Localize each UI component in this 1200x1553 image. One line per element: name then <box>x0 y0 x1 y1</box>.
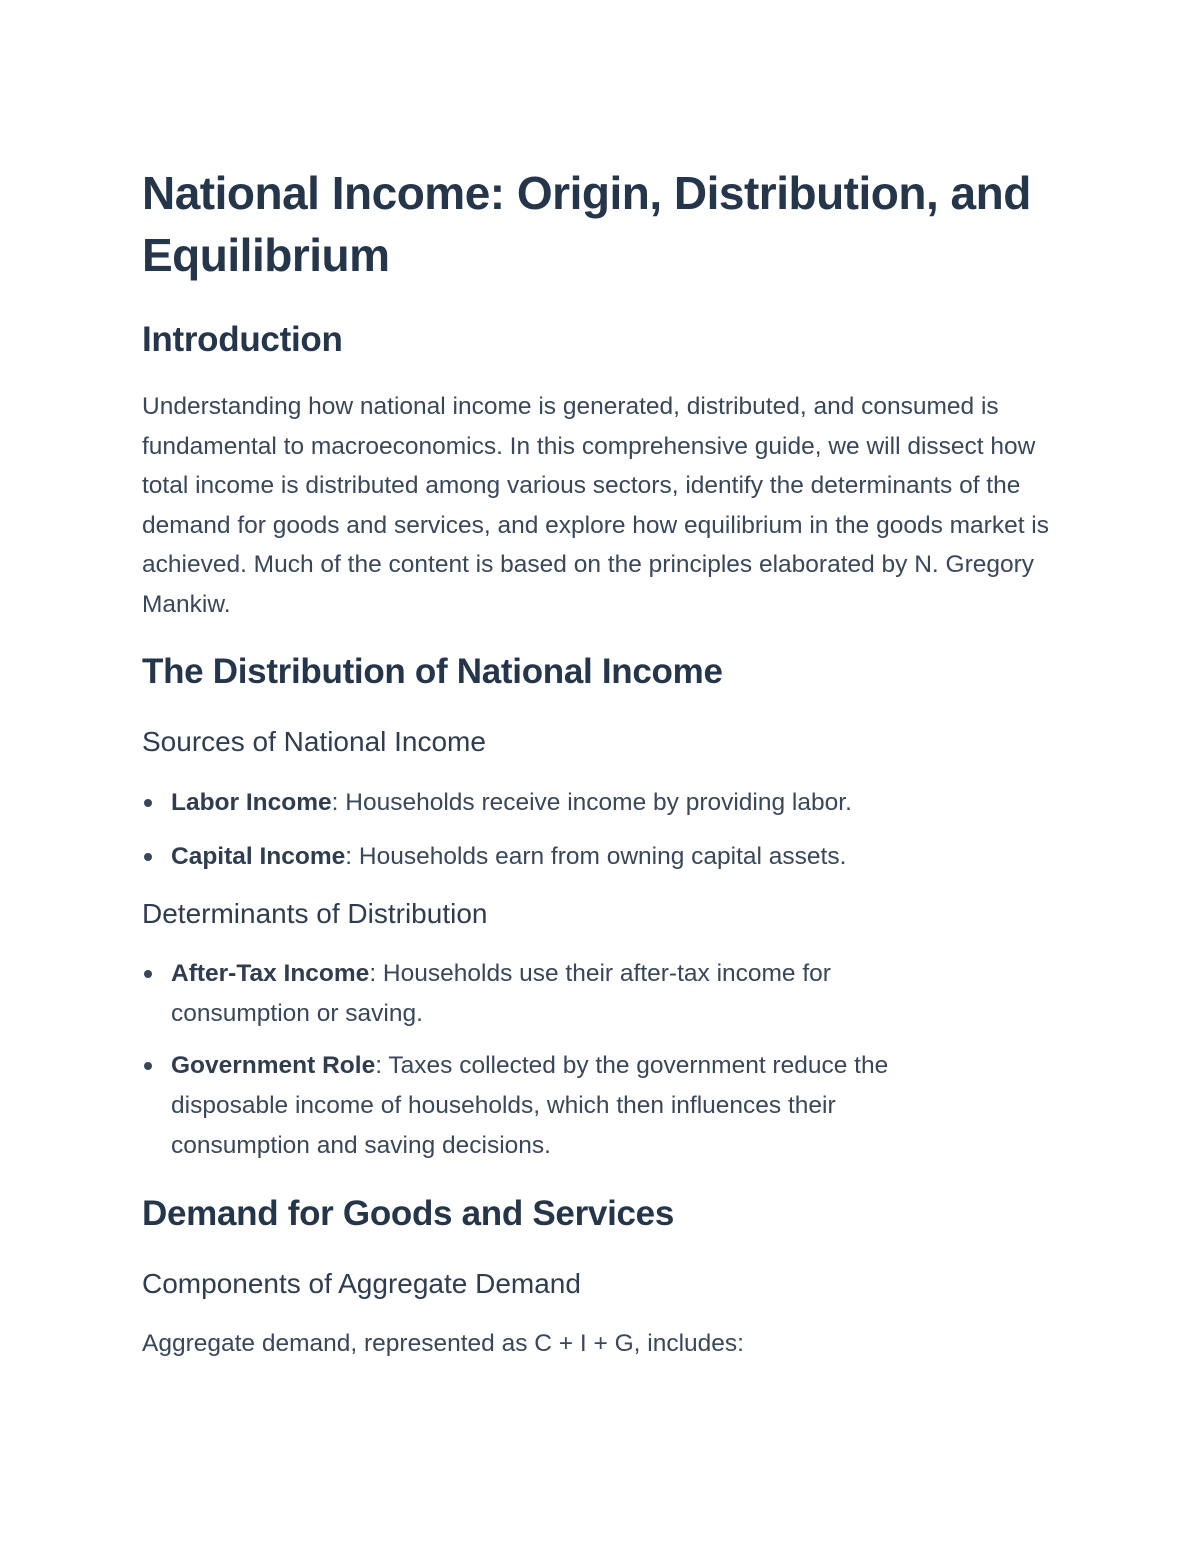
list-item <box>142 783 1042 823</box>
list-item-term: Government Role <box>171 1052 376 1079</box>
section-heading-distribution: The Distribution of National Income <box>142 652 723 691</box>
list-item-text: : Taxes collected by the government reduce the disposable income of households, which then influences their consumption and saving decisions. <box>171 1052 889 1159</box>
section-heading-demand: Demand for Goods and Services <box>142 1194 675 1233</box>
list-item <box>142 954 962 1034</box>
subsection-heading-aggregate-demand: Components of Aggregate Demand <box>142 1268 581 1299</box>
sources-list <box>142 783 1042 877</box>
list-item <box>142 1046 962 1166</box>
aggregate-demand-paragraph: Aggregate demand, represented as C + I + G, includes: <box>142 1330 744 1357</box>
bullet-icon <box>144 853 152 861</box>
list-item-text: : Households receive income by providing labor. <box>331 789 852 816</box>
bullet-icon <box>144 799 152 807</box>
list-item-text: : Households earn from owning capital assets. <box>345 843 847 870</box>
bullet-icon <box>144 970 152 978</box>
list-item-text: : Households use their after-tax income for consumption or saving. <box>171 960 831 1027</box>
section-heading-introduction: Introduction <box>142 320 343 359</box>
document-title: National Income: Origin, Distribution, and Equilibrium <box>142 167 1031 281</box>
determinants-list <box>142 954 962 1166</box>
subsection-heading-determinants: Determinants of Distribution <box>142 898 488 929</box>
list-item <box>142 837 1042 877</box>
bullet-icon <box>144 1062 152 1070</box>
subsection-heading-sources: Sources of National Income <box>142 726 486 757</box>
introduction-paragraph: Understanding how national income is generated, distributed, and consumed is fundamental to macroeconomics. In this comprehensive guide, we will dissect how total income is distributed among various sectors, identify the determinants of the demand for goods and services, and explore how equilibrium in the goods market is achieved. Much of the content is based on the principles elaborated by N. Gregory Mankiw. <box>142 393 1050 618</box>
list-item-term: Labor Income <box>171 789 332 816</box>
list-item-term: Capital Income <box>171 843 346 870</box>
list-item-term: After-Tax Income <box>171 960 370 987</box>
